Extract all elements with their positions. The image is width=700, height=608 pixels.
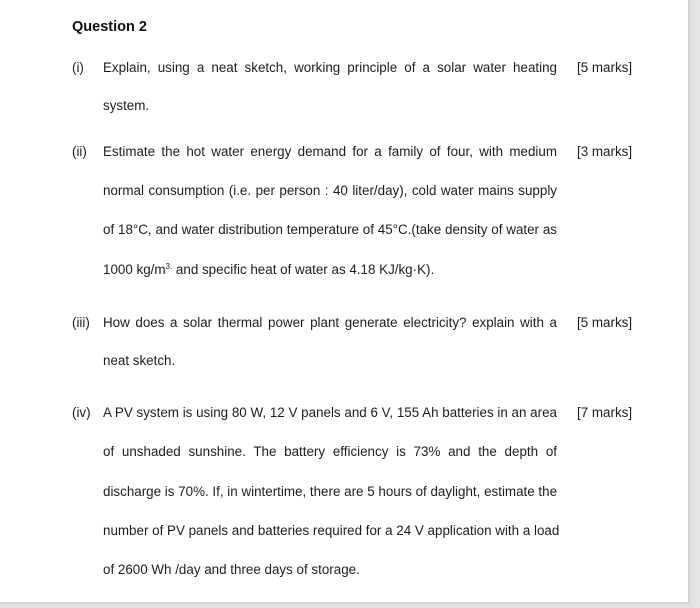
text-segment: 1000 kg/m <box>103 262 166 277</box>
marks-label: [5 marks] <box>577 315 633 330</box>
question-text-line: neat sketch. <box>103 353 176 368</box>
question-title: Question 2 <box>72 19 147 35</box>
question-text-line: of unshaded sunshine. The battery efficiency is 73% and the depth of <box>103 444 557 459</box>
superscript-unit: 3. <box>165 262 173 271</box>
part-number: (i) <box>72 60 84 75</box>
question-text-line: Estimate the hot water energy demand for a family of four, with medium <box>103 144 557 159</box>
question-text-line: number of PV panels and batteries required for a 24 V application with a load <box>103 523 560 538</box>
question-text-line: A PV system is using 80 W, 12 V panels and 6 V, 155 Ah batteries in an area <box>103 405 557 420</box>
question-text-line: of 2600 Wh /day and three days of storage. <box>103 562 360 577</box>
question-text-line: How does a solar thermal power plant generate electricity? explain with a <box>103 315 557 330</box>
marks-label: [3 marks] <box>577 144 633 159</box>
question-text-line: of 18°C, and water distribution temperature of 45°C.(take density of water as <box>103 222 557 237</box>
marks-label: [5 marks] <box>577 60 633 75</box>
text-segment: and specific heat of water as 4.18 KJ/kg·K). <box>172 262 435 277</box>
part-number: (ii) <box>72 144 87 159</box>
question-text-line: discharge is 70%. If, in wintertime, there are 5 hours of daylight, estimate the <box>103 484 558 499</box>
part-number: (iii) <box>72 315 90 330</box>
part-number: (iv) <box>72 405 91 420</box>
question-text-line <box>103 262 557 277</box>
question-text-line: normal consumption (i.e. per person : 40 liter/day), cold water mains supply <box>103 183 557 198</box>
question-text-line: system. <box>103 98 150 113</box>
marks-label: [7 marks] <box>577 405 633 420</box>
question-text-line: Explain, using a neat sketch, working principle of a solar water heating <box>103 60 557 75</box>
